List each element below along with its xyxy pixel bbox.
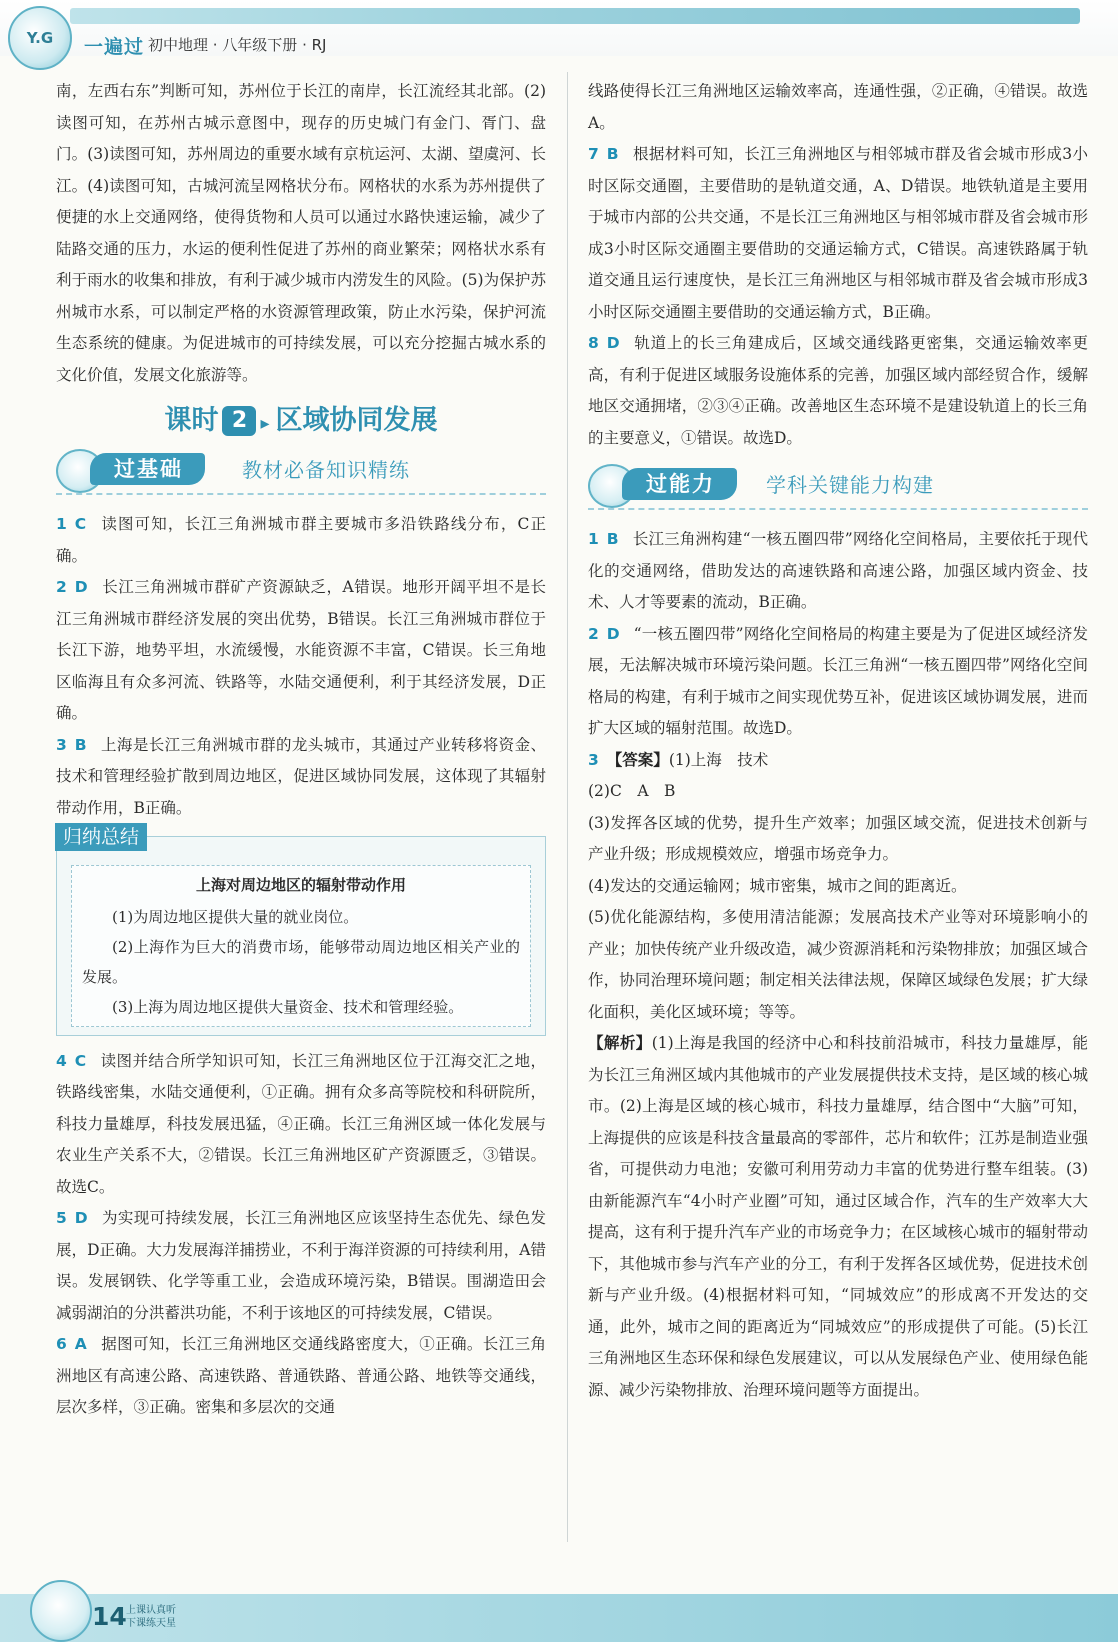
continued-answer: 线路使得长江三角洲地区运输效率高，连通性强，②正确，④错误。故选A。: [588, 82, 1088, 132]
book-subject: 初中地理 · 八年级下册 · RJ: [148, 36, 327, 54]
summary-label: 归纳总结: [55, 823, 147, 851]
mascot-logo: [8, 6, 72, 70]
analysis: 【解析】(1)上海是我国的经济中心和科技前沿城市，科技力量雄厚，能为长江三角洲区域内其他城市的产业发展提供技术支持，是区域的核心城市。(2)上海是区域的核心城市，科技力量雄厚，结合图中“大脑”可知，上海提供的应该是科技含量最高的零部件，芯片和软件；江苏是制造业强省，可提供动力电池；安徽可利用劳动力丰富的优势进行整车组装。(3)由新能源汽车“4小时产业圈”可知，通过区域合作，汽车的生产效率大大提高，这有利于提升汽车产业的市场竞争力；在区域核心城市的辐射带动下，其他城市参与汽车产业的分工，有利于发挥各区域优势，促进技术创新与产业升级。(4)根据材料可知，“同城效应”的形成离不开发达的交通，此外，城市之间的距离近为“同城效应”的形成提供了可能。(5)长江三角洲地区生态环保和绿色发展建议，可以从发展绿色产业、使用绿色能源、减少污染物排放、治理环境问题等方面提出。: [588, 1034, 1088, 1399]
right-column: [588, 76, 1088, 1406]
answer-item: 7 B 根据材料可知，长江三角洲地区与相邻城市群及省会城市形成3小时区际交通圈，主要借助的是轨道交通，A、D错误。地铁轨道是主要用于城市内部的公共交通，不是长江三角洲地区与相邻城市群及省会城市形成3小时区际交通圈主要借助的交通运输方式，C错误。高速铁路属于轨道交通且运行速度快，是长江三角洲地区与相邻城市群及省会城市形成3小时区际交通圈主要借助的交通运输方式，B正确。: [588, 145, 1088, 321]
lesson-prefix: 课时: [164, 405, 219, 436]
answer-item: 6 A 据图可知，长江三角洲地区交通线路密度大，①正确。长江三角洲地区有高速公路、高速铁路、普通铁路、普通公路、地铁等交通线，层次多样，③正确。密集和多层次的交通: [56, 1335, 546, 1416]
answer-item: 1 C 读图可知，长江三角洲城市群主要城市多沿铁路线分布，C正确。: [56, 515, 546, 565]
arrow-icon: ▸: [260, 413, 270, 434]
section-header-ability: [588, 464, 1088, 510]
lesson-number: 2: [222, 406, 256, 436]
summary-box: [56, 826, 546, 1036]
lesson-title: [56, 399, 546, 443]
footer-slogan: 上课认真听 下课练天星: [126, 1605, 176, 1629]
mascot-icon: [30, 1580, 92, 1642]
header-bar: [0, 0, 1118, 56]
answer-item: 3 B 上海是长江三角洲城市群的龙头城市，其通过产业转移将资金、技术和管理经验扩散到周边地区，促进区域协同发展，这体现了其辐射带动作用，B正确。: [56, 735, 546, 817]
summary-point: (3)上海为周边地区提供大量资金、技术和管理经验。: [112, 997, 464, 1016]
answer-item: 2 D 长江三角洲城市群矿产资源缺乏，A错误。地形开阔平坦不是长江三角洲城市群经济发展的突出优势，B错误。长江三角洲城市群位于长江下游，地势平坦，水流缓慢，水能资源不丰富，C错误。长三角地区临海且有众多河流、铁路等，水陆交通便利，利于其经济发展，D正确。: [56, 578, 546, 722]
summary-content: [71, 865, 531, 1027]
answer-line: (5)优化能源结构，多使用清洁能源；发展高技术产业等对环境影响小的产业；加快传统产业升级改造，减少资源消耗和污染物排放；加强区域合作，协同治理环境问题；制定相关法律法规，保障区域绿色发展；扩大绿化面积，美化区域环境；等等。: [588, 908, 1088, 1021]
section-pill: 过能力: [622, 468, 737, 500]
section-subtitle: 学科关键能力构建: [766, 473, 934, 497]
summary-title: 上海对周边地区的辐射带动作用: [195, 876, 406, 894]
logo-text: Y.G: [26, 29, 54, 47]
answer-line: (3)发挥各区域的优势，提升生产效率；加强区域交流，促进技术创新与产业升级；形成规模效应，增强市场竞争力。: [588, 813, 1088, 863]
summary-point: (1)为周边地区提供大量的就业岗位。: [112, 907, 359, 926]
answer-item: 5 D 为实现可持续发展，长江三角洲地区应该坚持生态优先、绿色发展，D正确。大力发展海洋捕捞业，不利于海洋资源的可持续利用，A错误。发展钢铁、化学等重工业，会造成环境污染，B错误。围湖造田会减弱湖泊的分洪蓄洪功能，不利于该地区的可持续发展，C错误。: [56, 1209, 546, 1322]
continued-answer: 南，左西右东”判断可知，苏州位于长江的南岸，长江流经其北部。(2)读图可知，在苏州古城示意图中，现存的历史城门有金门、胥门、盘门。(3)读图可知，苏州周边的重要水域有京杭运河、太湖、望虞河、长江。(4)读图可知，古城河流呈网格状分布。网格状的水系为苏州提供了便捷的水上交通网络，使得货物和人员可以通过水路快速运输，减少了陆路交通的压力，水运的便利性促进了苏州的商业繁荣；网格状水系有利于雨水的收集和排放，有利于减少城市内涝发生的风险。(5)为保护苏州城市水系，可以制定严格的水资源管理政策，防止水污染，保护河流生态系统的健康。为促进城市的可持续发展，可以充分挖掘古城水系的文化价值，发展文化旅游等。: [56, 82, 546, 384]
answer-item: 1 B 长江三角洲构建“一核五圈四带”网络化空间格局，主要依托于现代化的交通网络，借助发达的高速铁路和高速公路，加强区域内资金、技术、人才等要素的流动，B正确。: [588, 530, 1088, 611]
answer-item: 2 D “一核五圈四带”网络化空间格局的构建主要是为了促进区域经济发展，无法解决城市环境污染问题。长江三角洲“一核五圈四带”网络化空间格局的构建，有利于城市之间实现优势互补，促进该区域协调发展，进而扩大区域的辐射范围。故选D。: [588, 624, 1088, 737]
answer-item: 3 【答案】(1)上海 技术: [588, 750, 769, 769]
footer-bar: [0, 1594, 1118, 1642]
section-pill: 过基础: [90, 453, 205, 485]
section-subtitle: 教材必备知识精练: [242, 458, 410, 482]
brand-name: 一遍过: [84, 36, 145, 58]
column-divider: [567, 72, 568, 1542]
answer-item: 4 C 读图并结合所学知识可知，长江三角洲地区位于江海交汇之地，铁路线密集，水陆交通便利，①正确。拥有众多高等院校和科研院所，科技力量雄厚，科技发展迅猛，④正确。长江三角洲区域一体化发展与农业生产关系不大，②错误。长江三角洲地区矿产资源匮乏，③错误。故选C。: [56, 1051, 546, 1196]
page-number: 14: [92, 1602, 127, 1631]
lesson-name: 区域协同发展: [275, 405, 438, 436]
left-column: [56, 76, 546, 1424]
summary-point: (2)上海作为巨大的消费市场，能够带动周边地区相关产业的发展。: [82, 937, 520, 986]
header-stripe: [70, 8, 1080, 24]
answer-line: (4)发达的交通运输网；城市密集，城市之间的距离近。: [588, 876, 967, 895]
section-header-basic: [56, 449, 546, 495]
answer-item: 8 D 轨道上的长三角建成后，区域交通线路更密集，交通运输效率更高，有利于促进区域服务设施体系的完善，加强区域内部经贸合作，缓解地区交通拥堵，②③④正确。改善地区生态环境不是建设轨道上的长三角的主要意义，①错误。故选D。: [588, 334, 1088, 447]
answer-line: (2)C A B: [588, 782, 676, 800]
